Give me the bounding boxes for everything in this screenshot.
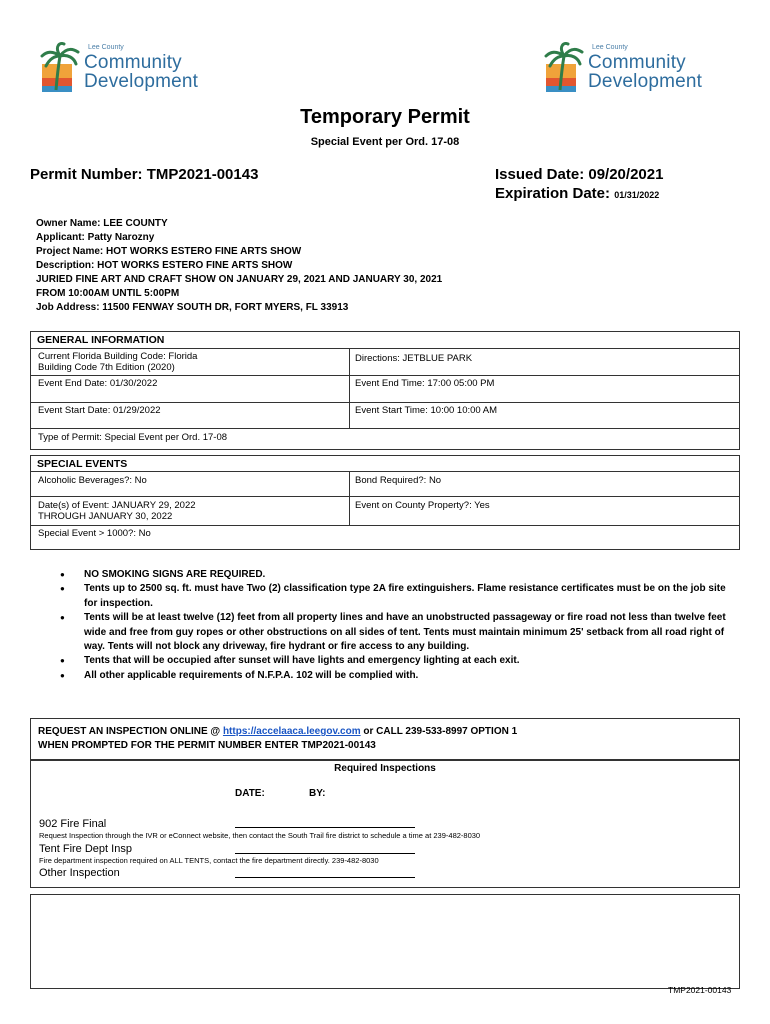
job-address: Job Address: 11500 FENWAY SOUTH DR, FORT MYERS, FL 33913 <box>36 302 349 313</box>
expiration-date <box>495 185 659 202</box>
county-logo-right <box>542 42 732 97</box>
building-code <box>38 351 197 373</box>
section-title: SPECIAL EVENTS <box>37 458 128 470</box>
condition-item: ● All other applicable requirements of N.F.P.A. 102 will be complied with. <box>60 669 732 683</box>
notes-box <box>30 894 740 989</box>
section-title: GENERAL INFORMATION <box>37 334 165 346</box>
general-information-section <box>30 331 740 450</box>
page-subtitle: Special Event per Ord. 17-08 <box>310 136 460 148</box>
event-end-date: Event End Date: 01/30/2022 <box>38 378 158 389</box>
permit-number: Permit Number: TMP2021-00143 <box>30 166 259 183</box>
alcoholic-beverages: Alcoholic Beverages?: No <box>38 475 147 486</box>
description-line-2: JURIED FINE ART AND CRAFT SHOW ON JANUARY 29, 2021 AND JANUARY 30, 2021 <box>36 274 443 285</box>
event-start-time: Event Start Time: 10:00 10:00 AM <box>355 405 498 416</box>
request-suffix: or CALL 239-533-8997 OPTION 1 <box>360 726 518 737</box>
date-label: DATE: <box>235 788 265 799</box>
special-events-section <box>30 455 740 550</box>
permit-type: Type of Permit: Special Event per Ord. 17-08 <box>38 432 228 443</box>
issued-date: Issued Date: 09/20/2021 <box>495 166 664 183</box>
inspection-name: Other Inspection <box>39 867 120 879</box>
applicant: Applicant: Patty Narozny <box>36 232 155 243</box>
event-dates-line-2: THROUGH JANUARY 30, 2022 <box>38 511 173 522</box>
project-info <box>36 217 442 315</box>
condition-item: ● Tents that will be occupied after sunset will have lights and emergency lighting at each exit. <box>60 654 732 668</box>
page-title: Temporary Permit <box>300 106 470 128</box>
event-end-time: Event End Time: 17:00 05:00 PM <box>355 378 495 389</box>
project-name: Project Name: HOT WORKS ESTERO FINE ARTS SHOW <box>36 246 302 257</box>
logo-word-1: Community <box>84 52 182 73</box>
description: Description: HOT WORKS ESTERO FINE ARTS SHOW <box>36 260 293 271</box>
permit-conditions <box>60 568 732 683</box>
logo-word-2: Development <box>588 71 703 92</box>
over-1000: Special Event > 1000?: No <box>38 528 151 539</box>
inspection-note: Fire department inspection required on ALL TENTS, contact the fire department directly. 239-482-8030 <box>39 856 379 865</box>
event-start-date: Event Start Date: 01/29/2022 <box>38 405 161 416</box>
county-logo-left <box>38 42 228 97</box>
logo-word-2: Development <box>84 71 199 92</box>
palm-tree-icon <box>542 42 586 96</box>
inspection-note: Request Inspection through the IVR or eConnect website, then contact the South Trail fire district to schedule a time at 239-482-8030 <box>39 831 481 840</box>
logo-tagline: Lee County <box>592 44 628 51</box>
inspection-link[interactable]: https://accelaaca.leegov.com <box>222 726 361 737</box>
inspection-name: Tent Fire Dept Insp <box>39 843 132 855</box>
by-label: BY: <box>309 788 326 799</box>
condition-item: ● Tents up to 2500 sq. ft. must have Two (2) classification type 2A fire extinguishers. Flame resistance certificates must be on the job site for inspection. <box>60 582 732 611</box>
expiration-value: 01/31/2022 <box>614 190 660 200</box>
bond-required: Bond Required?: No <box>355 475 442 486</box>
inspection-signature-line <box>235 853 415 854</box>
inspection-name: 902 Fire Final <box>39 818 107 830</box>
required-inspections-title: Required Inspections <box>334 763 436 774</box>
building-code-line-2: Building Code 7th Edition (2020) <box>38 362 175 373</box>
condition-item: ● Tents will be at least twelve (12) feet from all property lines and have an unobstructed passageway or fire road not less than twelve feet wide and free from guy ropes or other obstructions on all sides of tent. Tents must maintain minimum 25' setback from all road right of way. Tents will not block any driveway, fire hydrant or fire access to any building. <box>60 611 732 654</box>
owner-name: Owner Name: LEE COUNTY <box>36 218 168 229</box>
directions: Directions: JETBLUE PARK <box>355 353 473 364</box>
request-prefix: REQUEST AN INSPECTION ONLINE @ <box>38 726 223 737</box>
inspection-signature-line <box>235 827 415 828</box>
request-permit-prompt: WHEN PROMPTED FOR THE PERMIT NUMBER ENTER TMP2021-00143 <box>38 740 376 751</box>
description-line-3: FROM 10:00AM UNTIL 5:00PM <box>36 288 180 299</box>
request-inspection-box <box>30 718 740 760</box>
condition-item: ● NO SMOKING SIGNS ARE REQUIRED. <box>60 568 732 582</box>
county-property: Event on County Property?: Yes <box>355 500 490 511</box>
event-dates-line-1: Date(s) of Event: JANUARY 29, 2022 <box>38 500 196 511</box>
palm-tree-icon <box>38 42 82 96</box>
inspection-signature-line <box>235 877 415 878</box>
building-code-line-1: Current Florida Building Code: Florida <box>38 351 198 362</box>
footer-permit-ref: TMP2021-00143 <box>668 985 732 995</box>
required-inspections-box <box>30 760 740 888</box>
logo-word-1: Community <box>588 52 686 73</box>
expiration-label: Expiration Date: <box>495 185 611 202</box>
event-dates <box>38 500 196 522</box>
request-instructions <box>38 725 517 753</box>
logo-tagline: Lee County <box>88 44 124 51</box>
